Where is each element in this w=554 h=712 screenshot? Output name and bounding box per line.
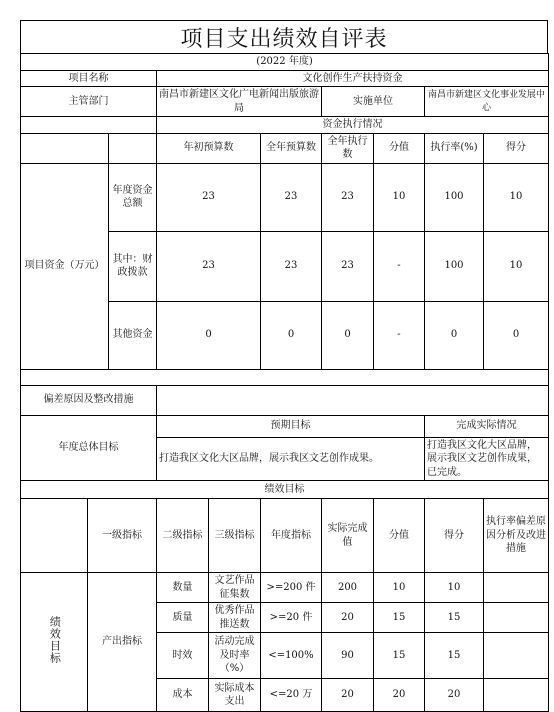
funds-header: 年初预算数 [157, 133, 261, 163]
perf-header: 一级指标 [88, 499, 157, 573]
perf-target: >=200 件 [261, 573, 322, 603]
blank-cell [21, 133, 109, 163]
performance-table [20, 53, 549, 712]
funds-cell: 10 [374, 163, 425, 231]
perf-target: >=20 件 [261, 603, 322, 633]
funds-label: 项目资金（万元） [21, 163, 109, 369]
funds-cell: 0 [157, 301, 261, 369]
perf-l2: 质量 [157, 603, 209, 633]
dept-value: 南昌市新建区文化广电新闻出版旅游局 [157, 87, 322, 117]
unit-label: 实施单位 [322, 87, 425, 117]
blank-cell [109, 133, 157, 163]
perf-level1: 产出指标 [88, 573, 157, 712]
perf-actual: 20 [322, 679, 374, 712]
perf-header: 分值 [374, 499, 425, 573]
funds-cell: 23 [157, 231, 261, 301]
funds-cell: 0 [322, 301, 374, 369]
page-title: 项目支出绩效自评表 [20, 20, 548, 53]
perf-score: 20 [374, 679, 425, 712]
perf-score: 15 [374, 603, 425, 633]
perf-group-label: 绩效目标 [21, 573, 88, 712]
perf-l2: 时效 [157, 633, 209, 679]
unit-value: 南昌市新建区文化事业发展中心 [425, 87, 549, 117]
actual-target-label: 完成实际情况 [425, 415, 549, 437]
blank-cell [21, 117, 157, 134]
funds-row-label: 年度资金总额 [109, 163, 157, 231]
funds-header: 执行率(%) [425, 133, 484, 163]
actual-target-value: 打造我区文化大区品牌，展示我区文艺创作成果，已完成。 [425, 437, 549, 481]
perf-header: 二级指标 [157, 499, 209, 573]
perf-score: 15 [374, 633, 425, 679]
perf-score: 10 [374, 573, 425, 603]
perf-header: 执行率偏差原因分析及改进措施 [484, 499, 549, 573]
funds-cell: 23 [322, 231, 374, 301]
funds-cell: 100 [425, 231, 484, 301]
perf-l3: 活动完成及时率（%） [209, 633, 261, 679]
expected-target-value: 打造我区文化大区品牌，展示我区文艺创作成果。 [157, 437, 425, 481]
funds-section-title: 资金执行情况 [157, 117, 549, 134]
funds-cell: - [374, 231, 425, 301]
perf-l2: 数量 [157, 573, 209, 603]
funds-header: 全年预算数 [261, 133, 322, 163]
funds-cell: 10 [484, 231, 549, 301]
perf-got: 10 [425, 573, 484, 603]
annual-target-label: 年度总体目标 [21, 415, 157, 481]
funds-cell: 23 [261, 231, 322, 301]
funds-cell: 0 [425, 301, 484, 369]
perf-got: 20 [425, 679, 484, 712]
deviation-label: 偏差原因及整改措施 [21, 385, 157, 415]
expected-target-label: 预期目标 [157, 415, 425, 437]
project-name-label: 项目名称 [21, 70, 157, 87]
perf-header: 年度指标 [261, 499, 322, 573]
funds-cell: 23 [261, 163, 322, 231]
funds-header: 全年执行数 [322, 133, 374, 163]
perf-actual: 90 [322, 633, 374, 679]
project-name-value: 文化创作生产扶持资金 [157, 70, 549, 87]
perf-note [484, 633, 549, 679]
perf-l3: 优秀作品推送数 [209, 603, 261, 633]
perf-actual: 200 [322, 573, 374, 603]
funds-header: 分值 [374, 133, 425, 163]
perf-header: 三级指标 [209, 499, 261, 573]
perf-note [484, 573, 549, 603]
perf-l2: 成本 [157, 679, 209, 712]
perf-l3: 实际成本支出 [209, 679, 261, 712]
funds-cell: 23 [322, 163, 374, 231]
year-cell: (2022 年度) [21, 54, 549, 71]
funds-row-label: 其中：财政拨款 [109, 231, 157, 301]
spacer-row [21, 369, 549, 385]
blank-cell [21, 499, 88, 573]
funds-header: 得分 [484, 133, 549, 163]
funds-cell: 0 [261, 301, 322, 369]
perf-l3: 文艺作品征集数 [209, 573, 261, 603]
dept-label: 主管部门 [21, 87, 157, 117]
perf-note [484, 603, 549, 633]
perf-note [484, 679, 549, 712]
deviation-value [157, 385, 549, 415]
funds-cell: 100 [425, 163, 484, 231]
funds-cell: 23 [157, 163, 261, 231]
funds-cell: - [374, 301, 425, 369]
perf-header: 得分 [425, 499, 484, 573]
perf-got: 15 [425, 603, 484, 633]
perf-actual: 20 [322, 603, 374, 633]
perf-target: <=100% [261, 633, 322, 679]
perf-section-title: 绩效目标 [21, 481, 549, 499]
funds-row-label: 其他资金 [109, 301, 157, 369]
perf-header: 实际完成值 [322, 499, 374, 573]
perf-target: <=20 万 [261, 679, 322, 712]
funds-cell: 10 [484, 163, 549, 231]
funds-cell: 0 [484, 301, 549, 369]
perf-got: 15 [425, 633, 484, 679]
